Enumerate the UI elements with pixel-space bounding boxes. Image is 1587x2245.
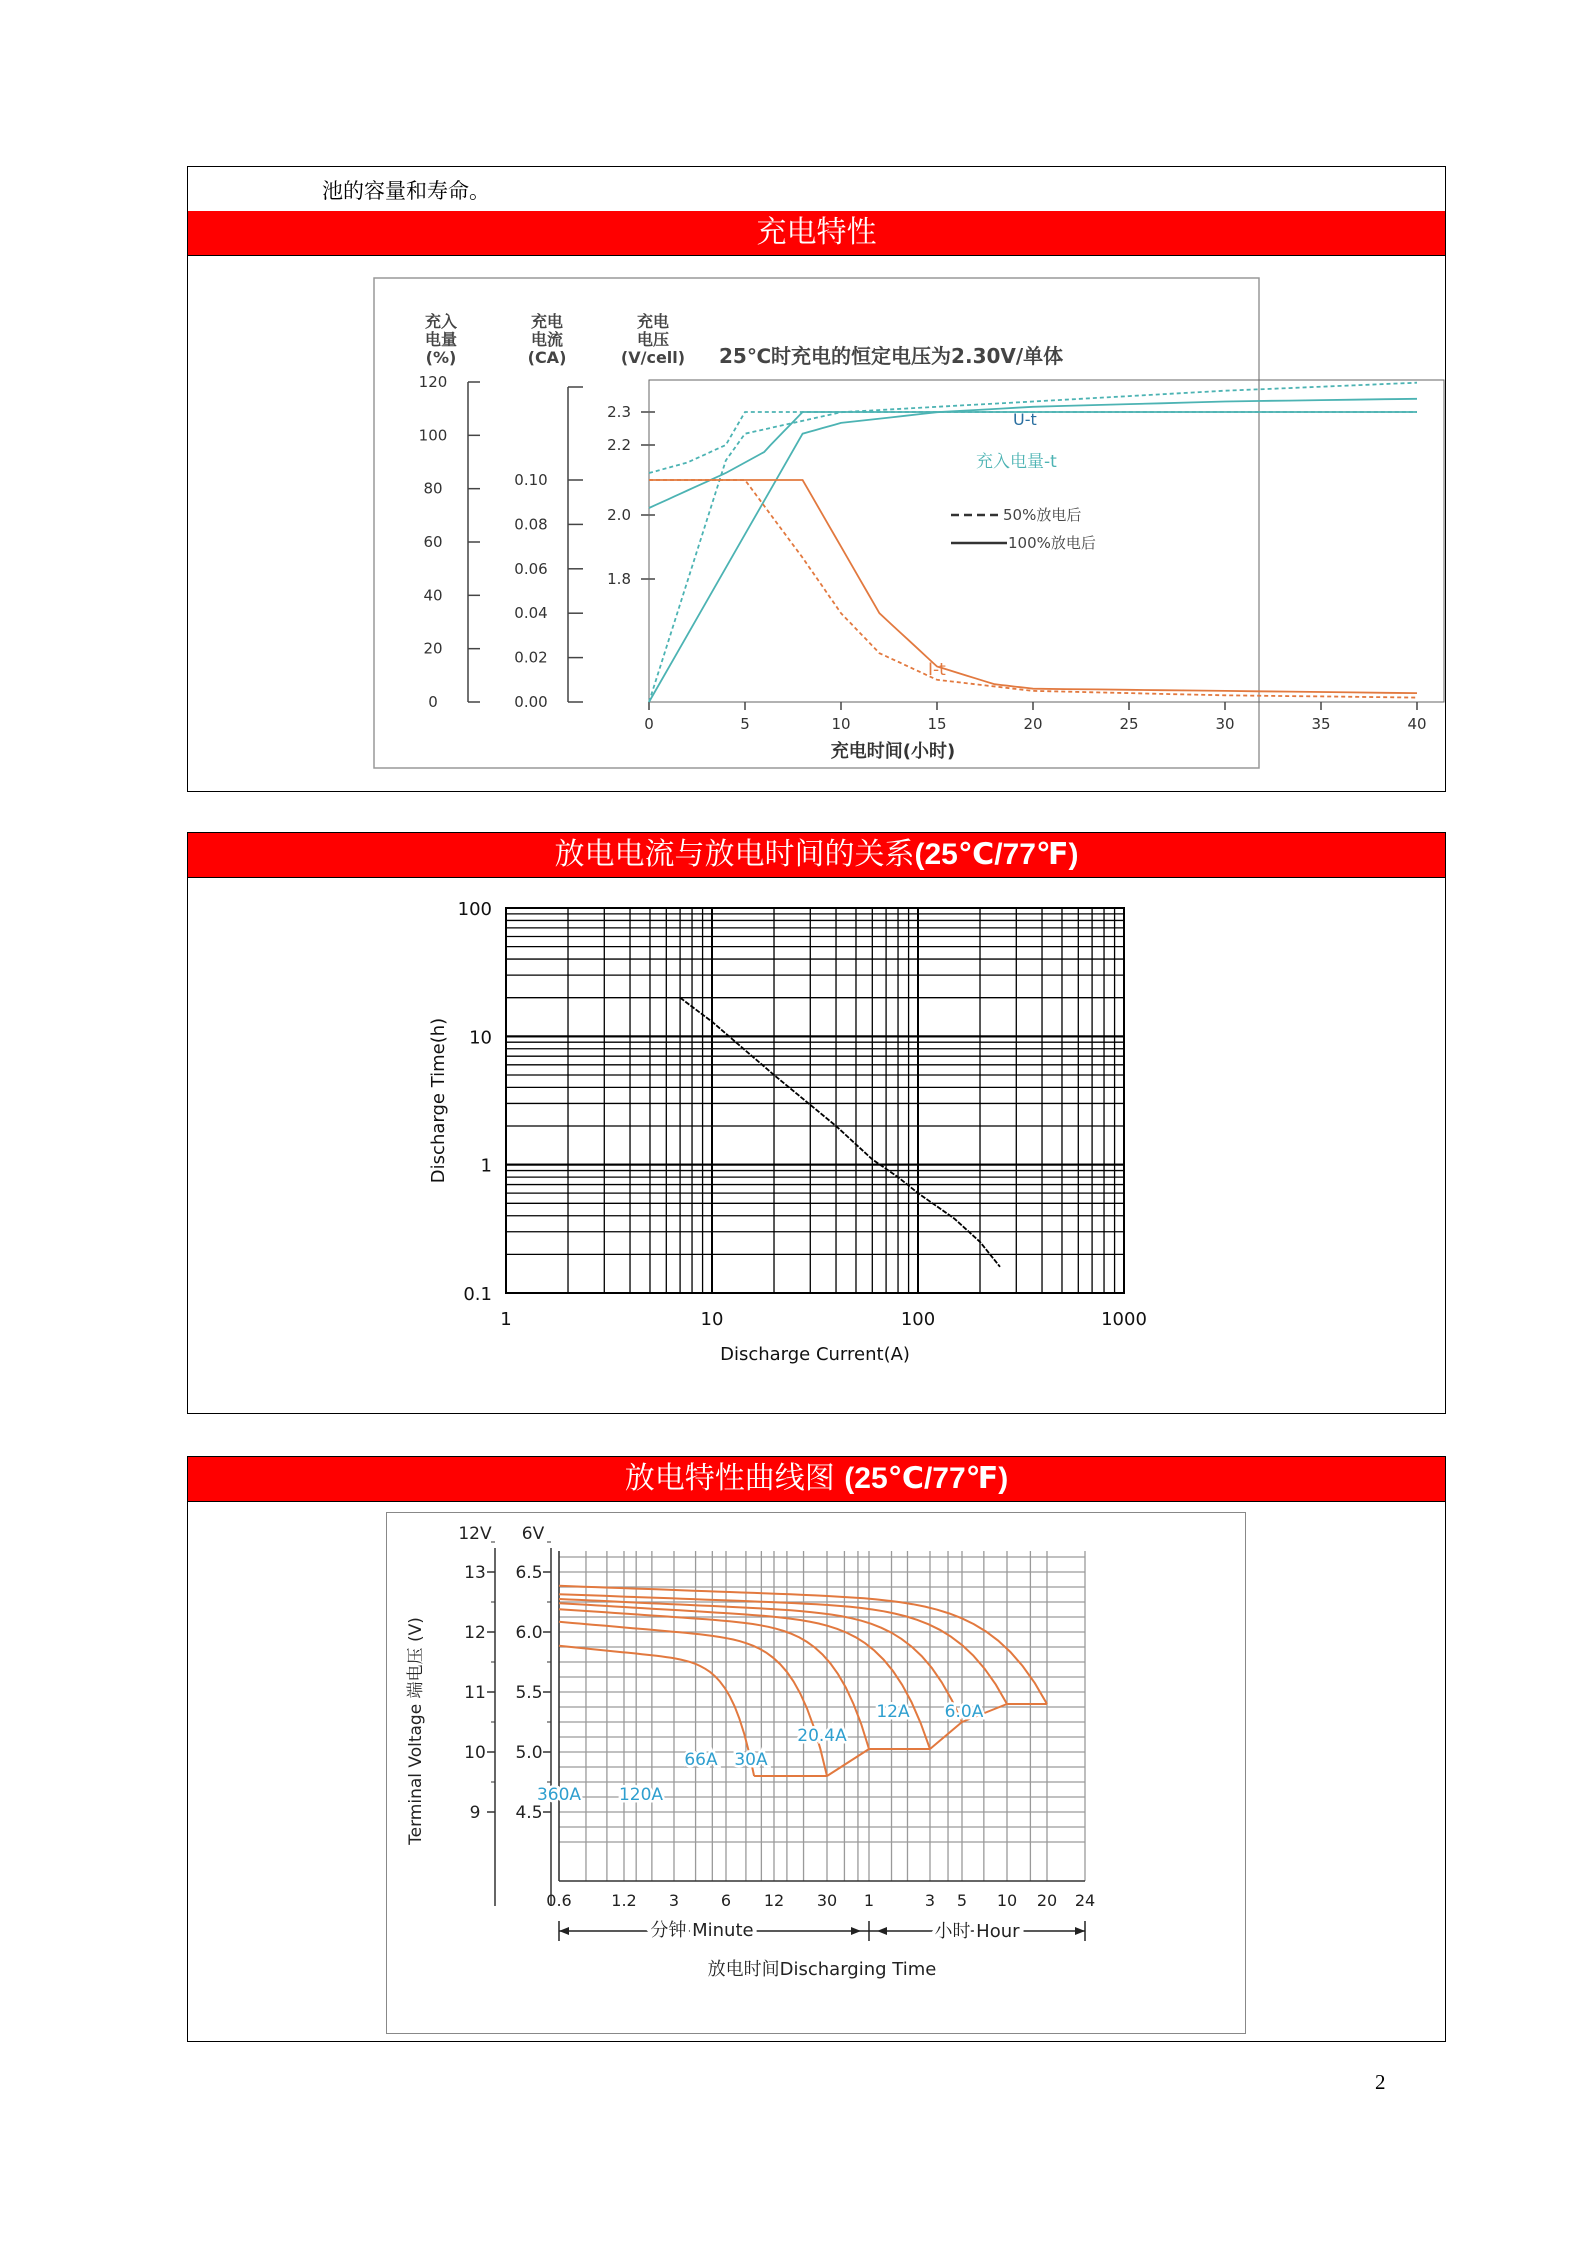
- plot-frame: [506, 908, 1124, 1293]
- y-6v-tick-label: 4.5: [515, 1803, 543, 1823]
- x-tick-label: 1.2: [611, 1891, 637, 1910]
- arrow-head: [851, 1927, 861, 1935]
- x-tick-label: 5: [740, 715, 750, 733]
- axis-1-header-line: 电流: [530, 330, 564, 349]
- current-tick-label: 0.08: [514, 515, 548, 534]
- discharge-characteristic-chart: [386, 1512, 1246, 2034]
- charge-section: [187, 166, 1446, 792]
- axis-0-header-line: (%): [425, 348, 457, 367]
- x-tick-label: 6: [720, 1891, 732, 1910]
- intro-text: 池的容量和寿命。: [322, 179, 490, 203]
- y-12v-tick-label: 13: [464, 1563, 486, 1583]
- axis-1-header-line: 充电: [530, 312, 564, 331]
- title-cn: 放电特性曲线图: [624, 1461, 835, 1496]
- x-tick-label: 10: [831, 715, 851, 733]
- capacity-tick-label: 60: [423, 533, 443, 551]
- x-tick-label: 100: [900, 1309, 936, 1330]
- capacity-tick-label: 80: [423, 479, 443, 498]
- x-tick-label: 3: [924, 1891, 936, 1910]
- current-tick-label: 0.00: [514, 693, 548, 711]
- x-tick-label: 10: [700, 1309, 724, 1330]
- y-tick-label: 1: [480, 1155, 492, 1177]
- curve-label-30A: 30A: [734, 1750, 768, 1770]
- current-time-section: [187, 832, 1446, 1414]
- x-axis-label: 充电时间(小时): [830, 741, 956, 762]
- title-suffix: (25℃/77℉): [844, 1462, 1009, 1495]
- x-tick-label: 0: [644, 715, 654, 733]
- discharge-curve: [680, 998, 1000, 1267]
- capacity-tick-label: 120: [418, 373, 448, 391]
- cutoff-step: [930, 1722, 962, 1749]
- curve-label-66A: 66A: [684, 1750, 718, 1770]
- current-tick-label: 0.02: [514, 648, 548, 667]
- x-tick-label: 30: [816, 1891, 838, 1910]
- curve-label-capacity: 充入电量-t: [976, 452, 1057, 472]
- y-6v-tick-label: 5.5: [515, 1683, 543, 1703]
- voltage-tick-label: 2.2: [607, 436, 631, 454]
- curve-label-20.4A: 20.4A: [797, 1726, 847, 1746]
- span-hour-label: 小时 Hour: [934, 1921, 1020, 1942]
- x-tick-label: 1: [863, 1891, 875, 1910]
- current-tick-label: 0.10: [514, 471, 548, 489]
- discharge-curve-section-title: [188, 1457, 1445, 1502]
- arrow-head: [877, 1927, 887, 1935]
- discharge-curve-360A: [559, 1646, 754, 1776]
- y-12v-tick-label: 12: [464, 1623, 486, 1643]
- y-6v-tick-label: 6.0: [515, 1623, 543, 1643]
- x-tick-label: 10: [996, 1891, 1018, 1910]
- x-tick-label: 24: [1074, 1891, 1096, 1910]
- y-tick-label: 10: [469, 1027, 492, 1049]
- current-time-section-title: [188, 833, 1445, 878]
- capacity-tick-label: 0: [428, 693, 438, 711]
- arrow-head: [1075, 1927, 1085, 1935]
- x-tick-label: 20: [1036, 1891, 1058, 1910]
- capacity-tick-label: 20: [423, 639, 443, 658]
- legend-50: 50%放电后: [1003, 506, 1082, 524]
- x-tick-label: 1: [500, 1309, 512, 1330]
- x-tick-label: 15: [927, 715, 947, 733]
- axis-0-header-line: 电量: [424, 330, 458, 349]
- legend-100: 100%放电后: [1008, 534, 1096, 552]
- axis-2-header-line: (V/cell): [620, 348, 686, 367]
- charge-characteristic-chart: [373, 277, 1427, 769]
- y-12v-header: 12V: [458, 1524, 492, 1544]
- y-axis-label: Discharge Time(h): [428, 1017, 449, 1184]
- y-6v-tick-label: 5.0: [515, 1743, 543, 1763]
- cutoff-step: [827, 1749, 869, 1776]
- y-6v-tick-label: 6.5: [515, 1563, 543, 1583]
- y-6v-header: 6V: [521, 1524, 545, 1544]
- axis-2-header-line: 充电: [636, 312, 670, 331]
- x-tick-label: 3: [668, 1891, 680, 1910]
- x-tick-label: 5: [956, 1891, 968, 1910]
- x-tick-label: 40: [1407, 715, 1427, 733]
- discharge-current-time-chart: [418, 899, 1178, 1393]
- curve-label-12A: 12A: [876, 1702, 910, 1722]
- axis-1-header-line: (CA): [527, 348, 567, 367]
- discharge-curve-section: [187, 1456, 1446, 2042]
- y-12v-tick-label: 11: [464, 1683, 486, 1703]
- curve-label-u: U-t: [1013, 410, 1037, 429]
- axis-0-header-line: 充入: [424, 312, 458, 331]
- current-tick-label: 0.06: [514, 559, 548, 578]
- curve-label-6.0A: 6.0A: [944, 1702, 984, 1722]
- x-tick-label: 30: [1215, 715, 1235, 733]
- title-cn: 放电电流与放电时间的关系: [554, 837, 915, 872]
- y-tick-label: 0.1: [463, 1284, 492, 1305]
- y-12v-tick-label: 10: [464, 1743, 486, 1763]
- x-tick-label: 35: [1311, 715, 1331, 733]
- x-axis-label: Discharge Current(A): [720, 1344, 910, 1365]
- y-axis-label: Terminal Voltage 端电压 (V): [406, 1617, 426, 1845]
- x-tick-label: 12: [763, 1891, 785, 1910]
- axis-2-header-line: 电压: [636, 330, 670, 349]
- page-number: 2: [1375, 2070, 1386, 2094]
- span-minute-label: 分钟 Minute: [650, 1920, 754, 1941]
- y-12v-tick-label: 9: [469, 1803, 481, 1823]
- voltage-tick-label: 2.3: [607, 403, 631, 421]
- curve-label-360A: 360A: [536, 1785, 582, 1805]
- charge-section-title: 充电特性: [188, 211, 1445, 256]
- x-tick-label: 25: [1119, 715, 1139, 733]
- x-tick-label: 1000: [1101, 1309, 1147, 1330]
- chart-title: 25℃时充电的恒定电压为2.30V/单体: [719, 344, 1064, 368]
- current-tick-label: 0.04: [514, 604, 548, 623]
- voltage-tick-label: 2.0: [607, 506, 631, 524]
- x-axis-label: 放电时间Discharging Time: [707, 1959, 937, 1980]
- capacity-tick-label: 40: [423, 586, 443, 605]
- x-tick-label: 20: [1023, 715, 1043, 733]
- x-tick-label: 0.6: [546, 1891, 572, 1910]
- curve-label-i: I-t: [928, 660, 946, 680]
- curve-label-120A: 120A: [618, 1785, 664, 1805]
- title-suffix: (25℃/77℉): [914, 838, 1079, 871]
- arrow-head: [559, 1927, 569, 1935]
- voltage-tick-label: 1.8: [607, 570, 631, 588]
- capacity-tick-label: 100: [418, 426, 448, 445]
- y-tick-label: 100: [457, 899, 492, 920]
